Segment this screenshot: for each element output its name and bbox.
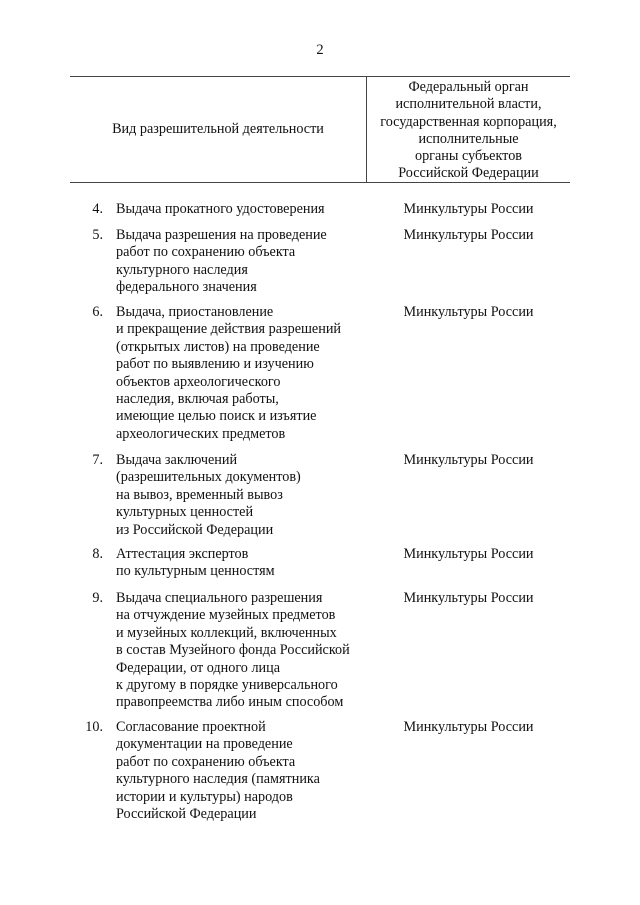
row-number: 10. [85,719,103,735]
row-authority: Минкультуры России [403,304,534,320]
row-activity: Аттестация экспертов по культурным ценностям [116,546,275,580]
row-number: 6. [92,304,103,320]
row-number: 5. [92,227,103,243]
header-line: исполнительной власти, [395,96,542,113]
row-activity: Согласование проектной документации на проведение работ по сохранению объекта культурного наследия (памятника истории и культуры) народов Российской Федерации [116,719,320,823]
row-activity: Выдача, приостановление и прекращение действия разрешений (открытых листов) на проведение работ по выявлению и изучению объектов археологического наследия, включая работы, имеющие целью поиск и изъятие археологических предметов [116,304,342,442]
row-number: 4. [92,201,103,217]
row-authority: Минкультуры России [403,227,534,243]
column-header-activity: Вид разрешительной деятельности [112,121,324,137]
row-activity: Выдача разрешения на проведение работ по сохранению объекта культурного наследия федерального значения [116,227,327,296]
row-number: 8. [92,546,103,562]
row-number: 7. [92,452,103,468]
row-authority: Минкультуры России [403,452,534,468]
page-number: 2 [316,42,324,58]
header-line: Федеральный орган [408,79,529,95]
row-number: 9. [92,590,103,606]
row-authority: Минкультуры России [403,590,534,606]
row-activity: Выдача заключений (разрешительных документов) на вывоз, временный вывоз культурных ценностей из Российской Федерации [116,452,301,538]
header-line: исполнительные [418,130,519,147]
header-line: государственная корпорация, [380,113,557,130]
header-line: органы субъектов [414,148,522,165]
row-activity: Выдача специального разрешения на отчуждение музейных предметов и музейных коллекций, включенных в состав Музейного фонда Российской Федерации, от одного лица к другому в порядке универсального правопреемства либо иным способом [116,590,350,711]
row-authority: Минкультуры России [403,201,534,217]
row-authority: Минкультуры России [403,719,534,735]
header-line: Российской Федерации [398,165,539,182]
row-authority: Минкультуры России [403,546,534,562]
row-activity: Выдача прокатного удостоверения [116,201,325,217]
